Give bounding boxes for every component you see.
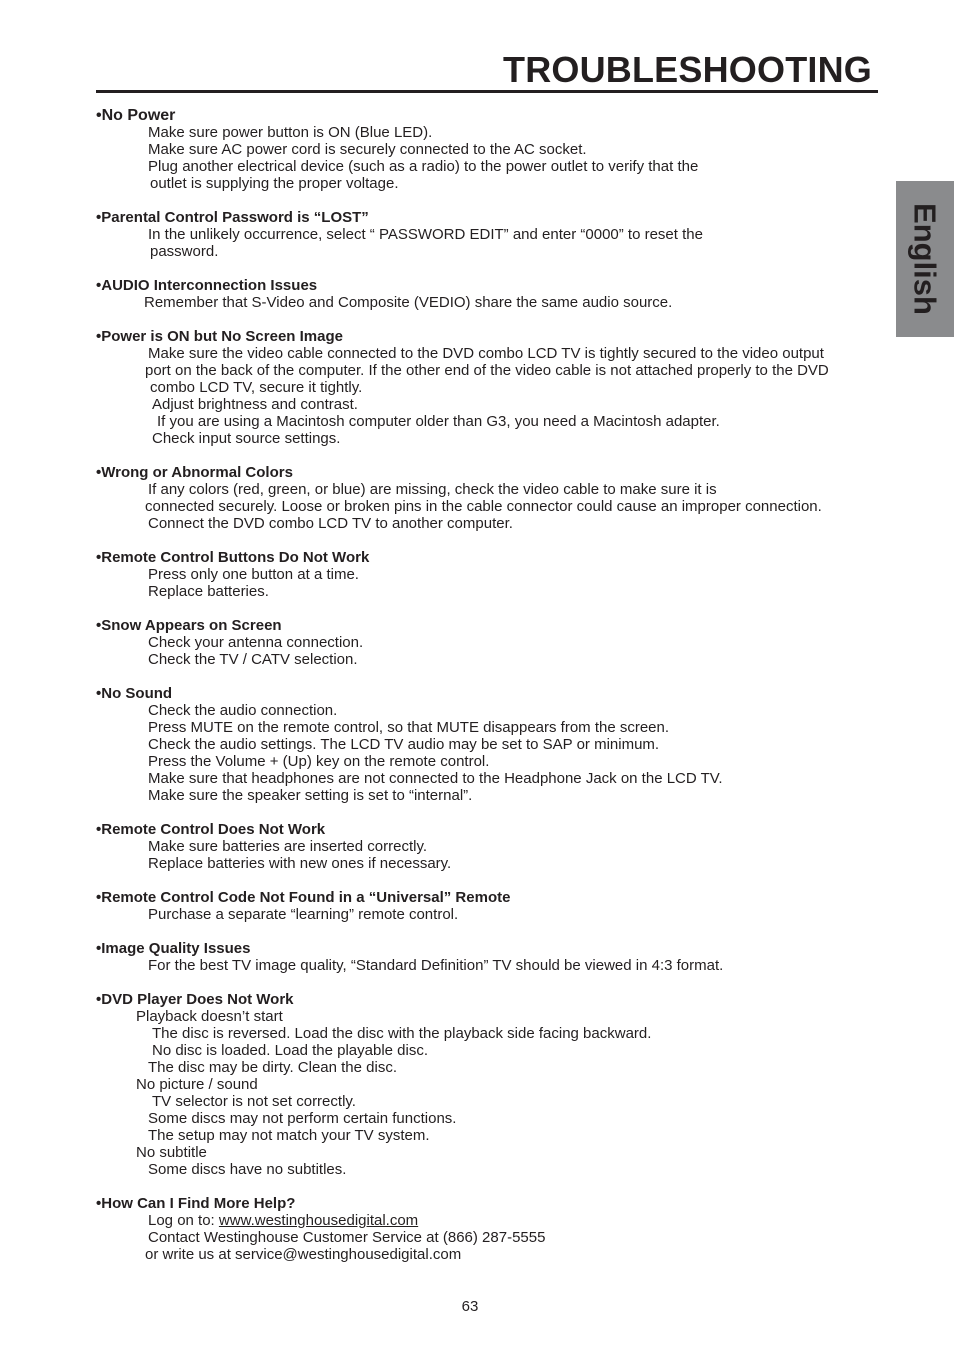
language-tab-label: English (907, 203, 943, 315)
section-line: port on the back of the computer. If the other end of the video cable is not attached properly to the DVD (145, 362, 829, 379)
section-line: Connect the DVD combo LCD TV to another computer. (148, 515, 513, 532)
section-line: TV selector is not set correctly. (152, 1093, 356, 1110)
section-heading: •Power is ON but No Screen Image (96, 328, 343, 345)
section-no-power (96, 107, 886, 192)
section-heading: •AUDIO Interconnection Issues (96, 277, 318, 294)
page-title: TROUBLESHOOTING (503, 49, 872, 90)
section-line: If you are using a Macintosh computer older than G3, you need a Macintosh adapter. (157, 413, 720, 430)
section-universal-remote (96, 889, 886, 923)
section-line: No disc is loaded. Load the playable disc. (152, 1042, 429, 1059)
section-heading: •No Sound (96, 685, 173, 702)
section-heading: •Snow Appears on Screen (96, 617, 282, 634)
section-line: Make sure AC power cord is securely connected to the AC socket. (148, 141, 587, 158)
section-line: Check the audio connection. (148, 702, 338, 719)
section-line-website (96, 1212, 886, 1229)
section-audio-interconnection (96, 277, 886, 311)
section-heading: •Parental Control Password is “LOST” (96, 209, 369, 226)
section-line: or write us at service@westinghousedigital.com (145, 1246, 462, 1263)
section-no-screen-image (96, 328, 886, 447)
website-prefix: Log on to: (148, 1212, 219, 1229)
section-line: Replace batteries. (148, 583, 269, 600)
title-underline (96, 90, 878, 93)
section-line: The disc is reversed. Load the disc with the playback side facing backward. (152, 1025, 652, 1042)
section-no-sound (96, 685, 886, 804)
section-line: In the unlikely occurrence, select “ PASSWORD EDIT” and enter “0000” to reset the (148, 226, 703, 243)
section-heading: •Remote Control Buttons Do Not Work (96, 549, 370, 566)
section-line: outlet is supplying the proper voltage. (150, 175, 399, 192)
section-line: Make sure batteries are inserted correctly. (148, 838, 428, 855)
section-line: For the best TV image quality, “Standard Definition” TV should be viewed in 4:3 format. (148, 957, 724, 974)
section-line: The setup may not match your TV system. (148, 1127, 430, 1144)
section-heading: •Remote Control Code Not Found in a “Universal” Remote (96, 889, 511, 906)
section-abnormal-colors (96, 464, 886, 532)
section-image-quality (96, 940, 886, 974)
section-heading: •No Power (96, 107, 176, 124)
page-number: 63 (461, 1298, 479, 1315)
section-line: Contact Westinghouse Customer Service at (866) 287-5555 (148, 1229, 546, 1246)
section-remote-buttons (96, 549, 886, 600)
section-line: combo LCD TV, secure it tightly. (150, 379, 363, 396)
section-line: Press only one button at a time. (148, 566, 359, 583)
section-line: Press the Volume + (Up) key on the remote control. (148, 753, 490, 770)
section-dvd-player (96, 991, 886, 1178)
section-line: Check input source settings. (152, 430, 341, 447)
section-heading: •Image Quality Issues (96, 940, 251, 957)
language-tab (896, 181, 954, 337)
section-heading: •DVD Player Does Not Work (96, 991, 294, 1008)
section-parental-password (96, 209, 886, 260)
section-line: Check your antenna connection. (148, 634, 364, 651)
section-line: The disc may be dirty. Clean the disc. (148, 1059, 397, 1076)
section-subheading: No picture / sound (136, 1076, 258, 1093)
section-line: Some discs may not perform certain functions. (148, 1110, 457, 1127)
website-link[interactable]: www.westinghousedigital.com (218, 1212, 419, 1229)
section-line: Make sure that headphones are not connected to the Headphone Jack on the LCD TV. (148, 770, 723, 787)
section-heading: •Remote Control Does Not Work (96, 821, 326, 838)
section-line: If any colors (red, green, or blue) are missing, check the video cable to make sure it is (148, 481, 717, 498)
section-subheading: No subtitle (136, 1144, 207, 1161)
section-line: Adjust brightness and contrast. (152, 396, 358, 413)
section-line: Remember that S-Video and Composite (VEDIO) share the same audio source. (144, 294, 673, 311)
section-line: Purchase a separate “learning” remote control. (148, 906, 459, 923)
section-line: Check the TV / CATV selection. (148, 651, 358, 668)
section-line: Press MUTE on the remote control, so that MUTE disappears from the screen. (148, 719, 670, 736)
section-line: Make sure the speaker setting is set to “internal”. (148, 787, 473, 804)
section-line: Make sure power button is ON (Blue LED). (148, 124, 433, 141)
section-snow-on-screen (96, 617, 886, 668)
section-more-help (96, 1195, 886, 1263)
section-heading: •Wrong or Abnormal Colors (96, 464, 293, 481)
section-line: Check the audio settings. The LCD TV audio may be set to SAP or minimum. (148, 736, 660, 753)
troubleshooting-list (96, 107, 886, 1280)
section-line: Replace batteries with new ones if necessary. (148, 855, 452, 872)
section-heading: •How Can I Find More Help? (96, 1195, 296, 1212)
section-line: Plug another electrical device (such as a radio) to the power outlet to verify that the (148, 158, 699, 175)
section-line: Make sure the video cable connected to the DVD combo LCD TV is tightly secured to the video output (148, 345, 824, 362)
section-line: password. (150, 243, 219, 260)
section-line: connected securely. Loose or broken pins in the cable connector could cause an improper connection. (145, 498, 822, 515)
section-remote-not-work (96, 821, 886, 872)
section-line: Some discs have no subtitles. (148, 1161, 347, 1178)
section-subheading: Playback doesn’t start (136, 1008, 283, 1025)
